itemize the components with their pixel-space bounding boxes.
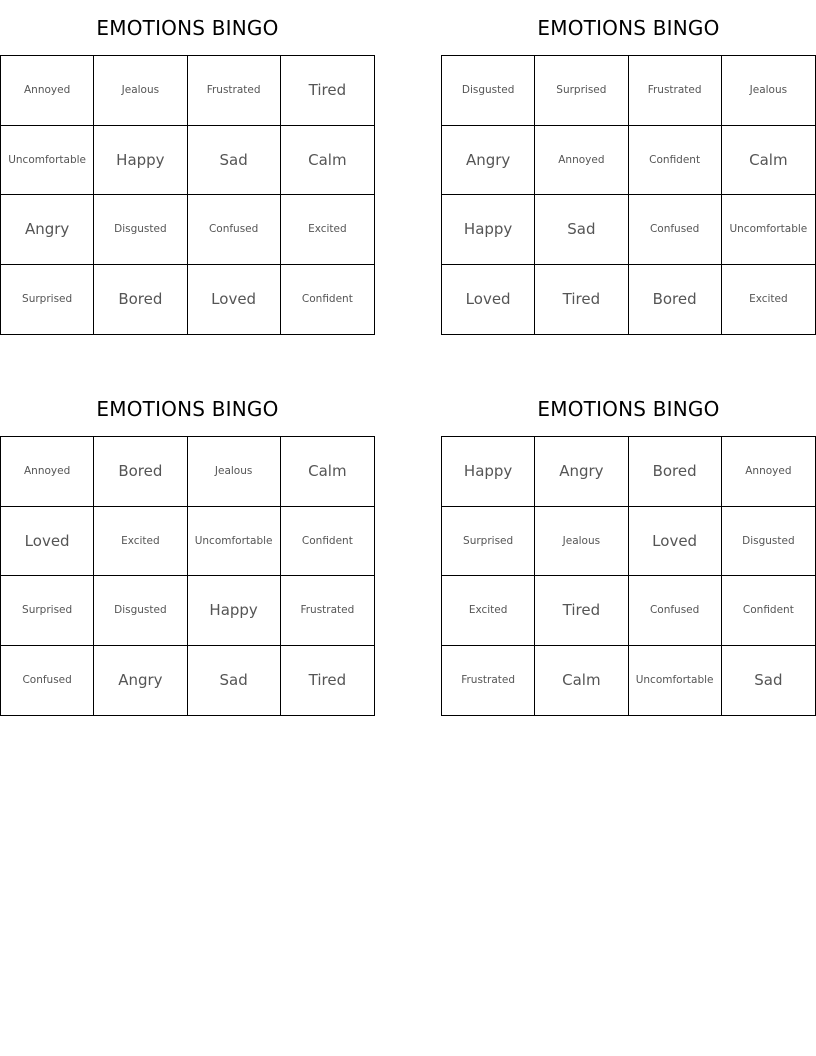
bingo-cell: Surprised bbox=[1, 576, 94, 646]
bingo-cell: Frustrated bbox=[281, 576, 374, 646]
bingo-cell: Annoyed bbox=[535, 126, 628, 196]
bingo-cell: Sad bbox=[188, 126, 281, 196]
bingo-cell: Bored bbox=[94, 437, 187, 507]
bingo-cell: Happy bbox=[442, 195, 535, 265]
bingo-cell: Sad bbox=[188, 646, 281, 716]
bingo-cell: Jealous bbox=[535, 507, 628, 577]
bingo-cell: Annoyed bbox=[1, 56, 94, 126]
bingo-cell: Tired bbox=[535, 265, 628, 335]
bingo-cell: Confident bbox=[301, 293, 353, 306]
bingo-cell: Angry bbox=[535, 437, 628, 507]
bingo-cell: Confused bbox=[188, 195, 281, 265]
bingo-cell: Confused bbox=[629, 195, 722, 265]
bingo-grid bbox=[441, 436, 816, 716]
bingo-grid bbox=[0, 55, 375, 335]
bingo-cell: Loved bbox=[629, 507, 722, 577]
bingo-cell: Frustrated bbox=[629, 56, 722, 126]
bingo-cell: Happy bbox=[94, 126, 187, 196]
bingo-cell: Confused bbox=[1, 646, 94, 716]
bingo-cell: Disgusted bbox=[722, 507, 815, 577]
bingo-cell: Angry bbox=[442, 126, 535, 196]
bingo-cell: Sad bbox=[535, 195, 628, 265]
bingo-cell: Confident bbox=[281, 507, 374, 577]
bingo-cell: Loved bbox=[188, 265, 281, 335]
bingo-cell: Uncomfortable bbox=[629, 646, 722, 716]
bingo-cell: Calm bbox=[535, 646, 628, 716]
bingo-cell: Uncomfortable bbox=[722, 195, 815, 265]
bingo-cell: Disgusted bbox=[442, 56, 535, 126]
bingo-cell: Disgusted bbox=[94, 195, 187, 265]
bingo-cell: Bored bbox=[629, 437, 722, 507]
bingo-grid bbox=[0, 436, 375, 716]
bingo-cell: Confident bbox=[629, 126, 722, 196]
bingo-cell: Annoyed bbox=[1, 437, 94, 507]
bingo-cell: Angry bbox=[94, 646, 187, 716]
bingo-cell: Loved bbox=[1, 507, 94, 577]
bingo-grid bbox=[441, 55, 816, 335]
bingo-cell: Bored bbox=[629, 265, 722, 335]
bingo-cell: Sad bbox=[754, 671, 783, 690]
bingo-cell: Excited bbox=[749, 293, 788, 306]
bingo-cell: Happy bbox=[188, 576, 281, 646]
bingo-cell: Excited bbox=[94, 507, 187, 577]
bingo-cell: Frustrated bbox=[442, 646, 535, 716]
bingo-cell: Calm bbox=[722, 126, 815, 196]
bingo-cell: Excited bbox=[281, 195, 374, 265]
bingo-cell: Excited bbox=[442, 576, 535, 646]
bingo-cell: Tired bbox=[308, 671, 347, 690]
bingo-cell: Tired bbox=[281, 56, 374, 126]
bingo-cell: Happy bbox=[442, 437, 535, 507]
bingo-cell: Jealous bbox=[722, 56, 815, 126]
bingo-cell: Bored bbox=[94, 265, 187, 335]
bingo-cell: Tired bbox=[535, 576, 628, 646]
bingo-cell: Annoyed bbox=[722, 437, 815, 507]
bingo-cell: Frustrated bbox=[188, 56, 281, 126]
bingo-cell: Jealous bbox=[94, 56, 187, 126]
bingo-cell: Surprised bbox=[1, 265, 94, 335]
card-title: EMOTIONS BINGO bbox=[537, 397, 720, 421]
card-title: EMOTIONS BINGO bbox=[96, 16, 279, 40]
bingo-cell: Disgusted bbox=[94, 576, 187, 646]
bingo-cell: Jealous bbox=[188, 437, 281, 507]
bingo-cell: Angry bbox=[1, 195, 94, 265]
bingo-cell: Calm bbox=[281, 437, 374, 507]
bingo-cell: Confident bbox=[722, 576, 815, 646]
bingo-cell: Loved bbox=[442, 265, 535, 335]
bingo-cell: Surprised bbox=[535, 56, 628, 126]
card-title: EMOTIONS BINGO bbox=[96, 397, 279, 421]
bingo-cell: Uncomfortable bbox=[188, 507, 281, 577]
bingo-cell: Uncomfortable bbox=[1, 126, 94, 196]
bingo-cell: Calm bbox=[281, 126, 374, 196]
bingo-cell: Confused bbox=[629, 576, 722, 646]
card-title: EMOTIONS BINGO bbox=[537, 16, 720, 40]
bingo-cell: Surprised bbox=[442, 507, 535, 577]
